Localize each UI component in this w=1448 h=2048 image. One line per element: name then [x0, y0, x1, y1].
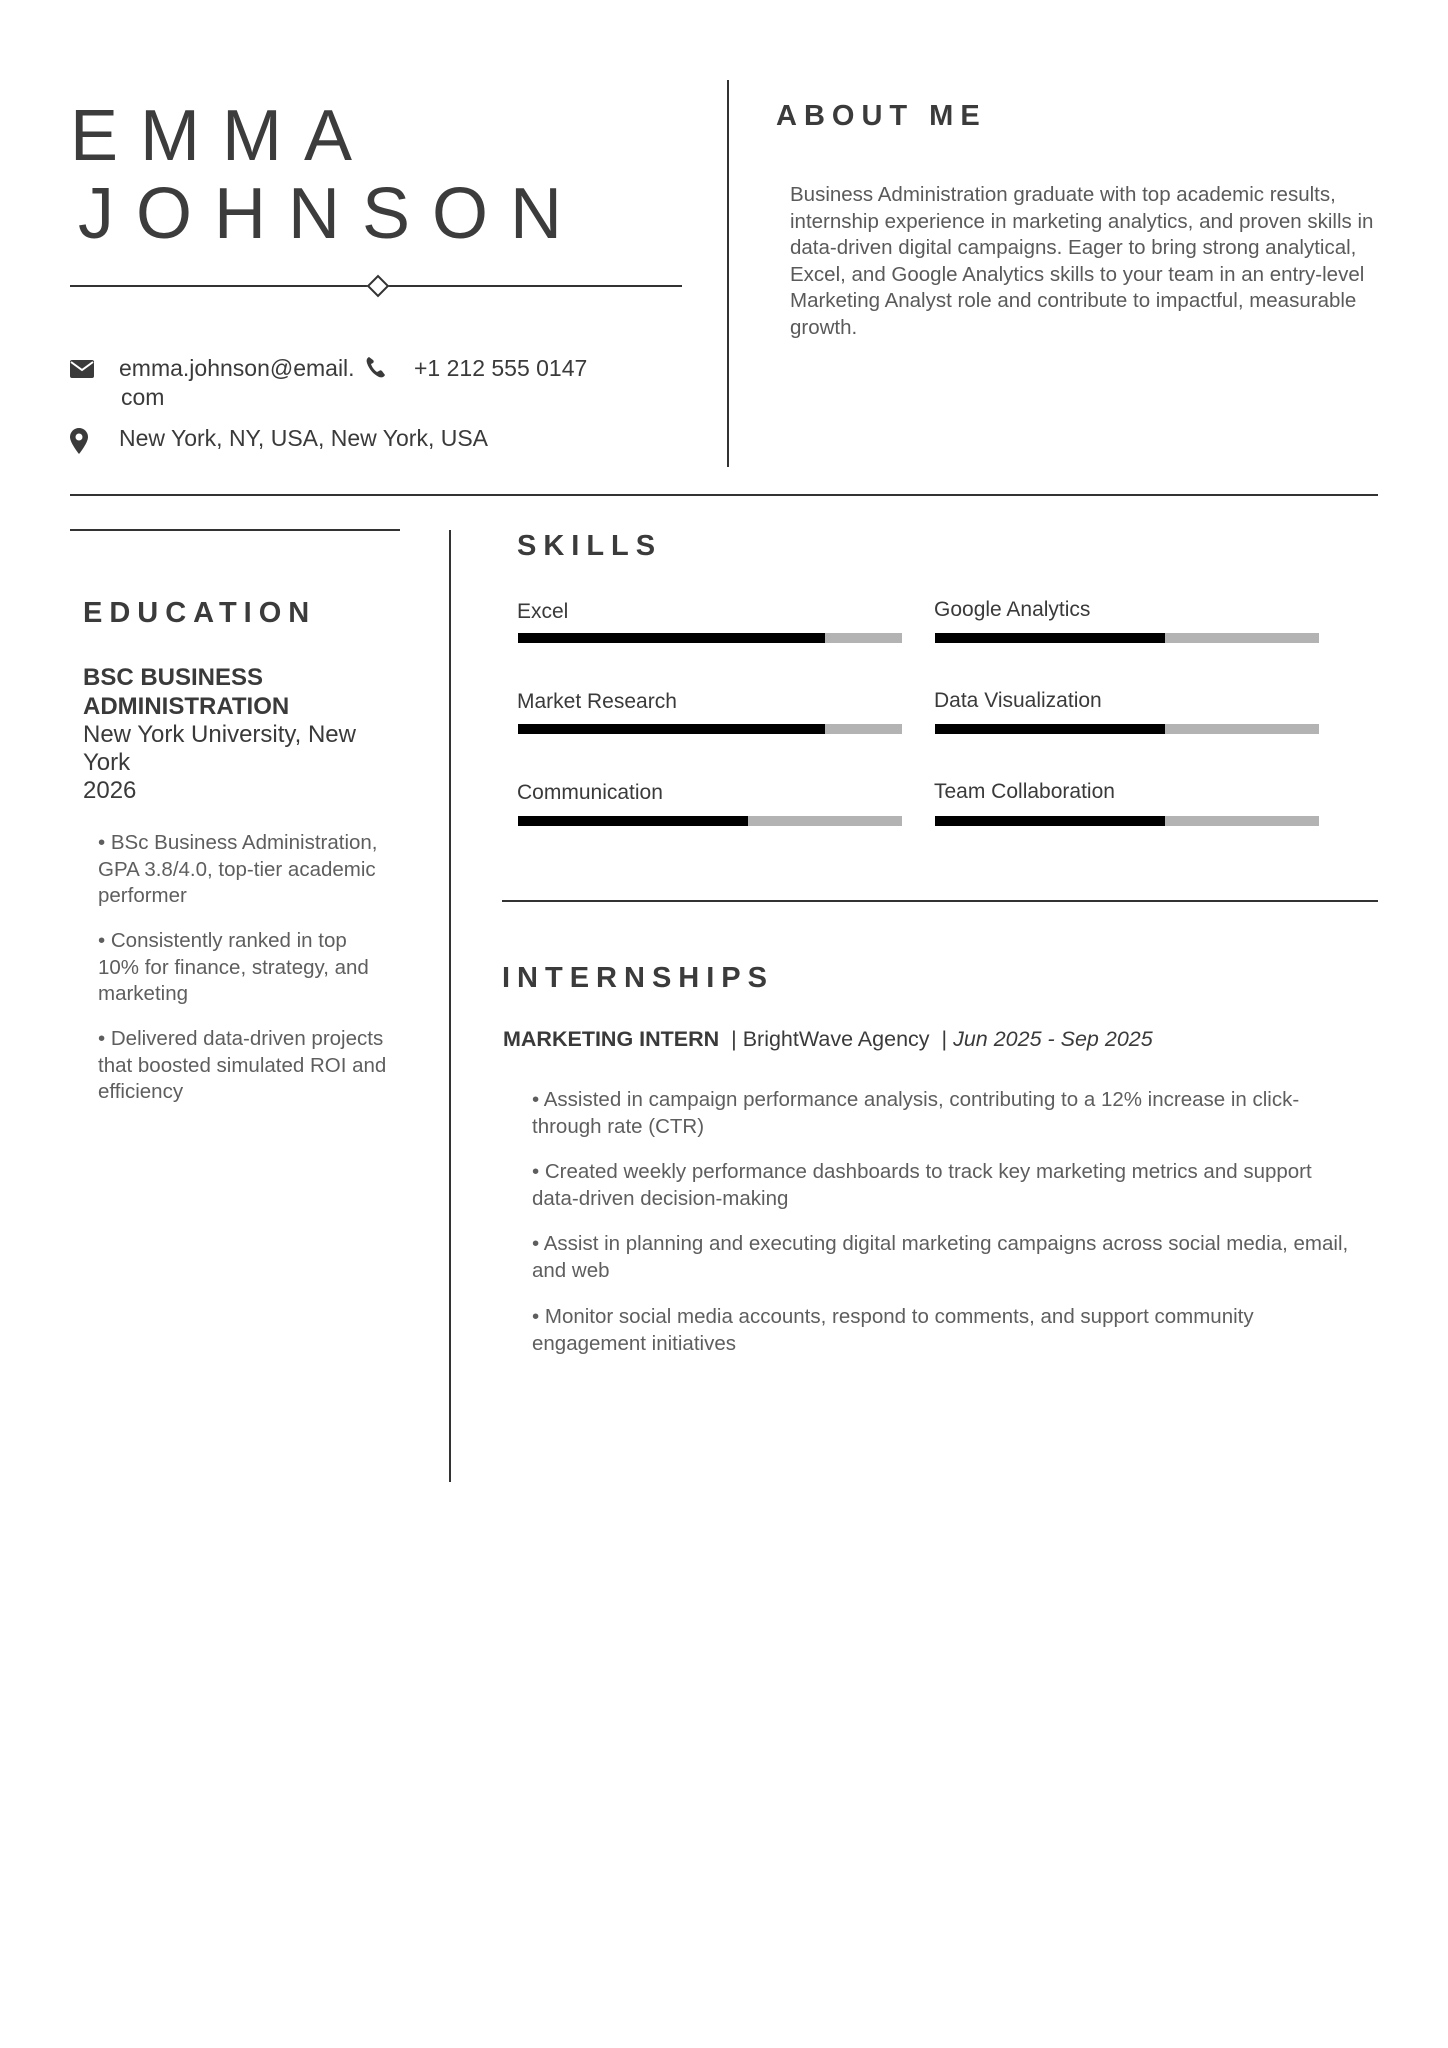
skill-label: Google Analytics: [934, 598, 1091, 621]
email-text-continued[interactable]: com: [121, 384, 165, 410]
education-school: New York University, New York: [83, 721, 356, 776]
skill-bar-fill: [518, 816, 748, 826]
internship-company: | BrightWave Agency: [731, 1027, 930, 1051]
map-pin-icon: [70, 428, 88, 454]
internship-role: MARKETING INTERN: [503, 1027, 720, 1051]
education-bullet: • BSc Business Administration, GPA 3.8/4.0, top-tier academic performer: [98, 831, 378, 907]
skill-label: Communication: [517, 781, 663, 804]
education-degree: BSC BUSINESS ADMINISTRATION: [83, 664, 290, 720]
skill-bar-fill: [935, 724, 1165, 734]
education-title: EDUCATION: [83, 597, 317, 629]
skill-bar: [935, 633, 1319, 643]
skill-label: Excel: [517, 600, 569, 623]
skill-bar: [518, 633, 902, 643]
skill-bar-fill: [518, 633, 825, 643]
internship-bullet: • Monitor social media accounts, respond to comments, and support community engagement initiatives: [532, 1305, 1254, 1355]
header-bottom-divider: [70, 494, 1378, 496]
envelope-icon: [70, 360, 94, 378]
phone-text[interactable]: +1 212 555 0147: [414, 355, 588, 381]
education-bullet: • Consistently ranked in top 10% for finance, strategy, and marketing: [98, 929, 369, 1005]
phone-icon: [364, 355, 386, 379]
internship-date-separator: |: [941, 1027, 948, 1051]
skill-bar-fill: [935, 633, 1165, 643]
diamond-ornament: [367, 275, 390, 298]
skills-bottom-divider: [502, 900, 1378, 902]
internship-heading: [503, 1027, 1153, 1052]
skill-bar: [935, 724, 1319, 734]
internship-bullet: • Assisted in campaign performance analysis, contributing to a 12% increase in click-through rate (CTR): [532, 1088, 1300, 1138]
skill-label: Market Research: [517, 690, 677, 713]
skills-title: SKILLS: [517, 530, 663, 562]
email-text[interactable]: emma.johnson@email.: [119, 355, 355, 381]
body-vertical-divider: [449, 530, 451, 1482]
education-year: 2026: [83, 777, 137, 804]
location-text: New York, NY, USA, New York, USA: [119, 425, 489, 451]
last-name: JOHNSON: [78, 174, 585, 254]
header-vertical-divider: [727, 80, 729, 467]
skill-bar: [518, 724, 902, 734]
internships-title: INTERNSHIPS: [502, 962, 774, 994]
education-bullet: • Delivered data-driven projects that boosted simulated ROI and efficiency: [98, 1027, 387, 1103]
skill-bar-fill: [935, 816, 1165, 826]
about-text: Business Administration graduate with top academic results, internship experience in marketing analytics, and proven skills in data-driven digital campaigns. Eager to bring strong analytical, Excel, and Google Analytics skills to your team in an entry-level Marketing Analyst role and contribute to impactful, measurable growth.: [790, 183, 1374, 339]
internship-dates: Jun 2025 - Sep 2025: [953, 1027, 1153, 1051]
skill-bar: [935, 816, 1319, 826]
internship-bullet: • Assist in planning and executing digital marketing campaigns across social media, email, and web: [532, 1232, 1349, 1282]
skill-label: Data Visualization: [934, 689, 1102, 712]
skill-bar: [518, 816, 902, 826]
internship-bullet: • Created weekly performance dashboards to track key marketing metrics and support data-driven decision-making: [532, 1160, 1312, 1210]
skill-bar-fill: [518, 724, 825, 734]
skill-label: Team Collaboration: [934, 780, 1115, 803]
education-top-divider: [70, 529, 400, 531]
about-title: ABOUT ME: [776, 100, 987, 132]
first-name: EMMA: [70, 96, 374, 176]
